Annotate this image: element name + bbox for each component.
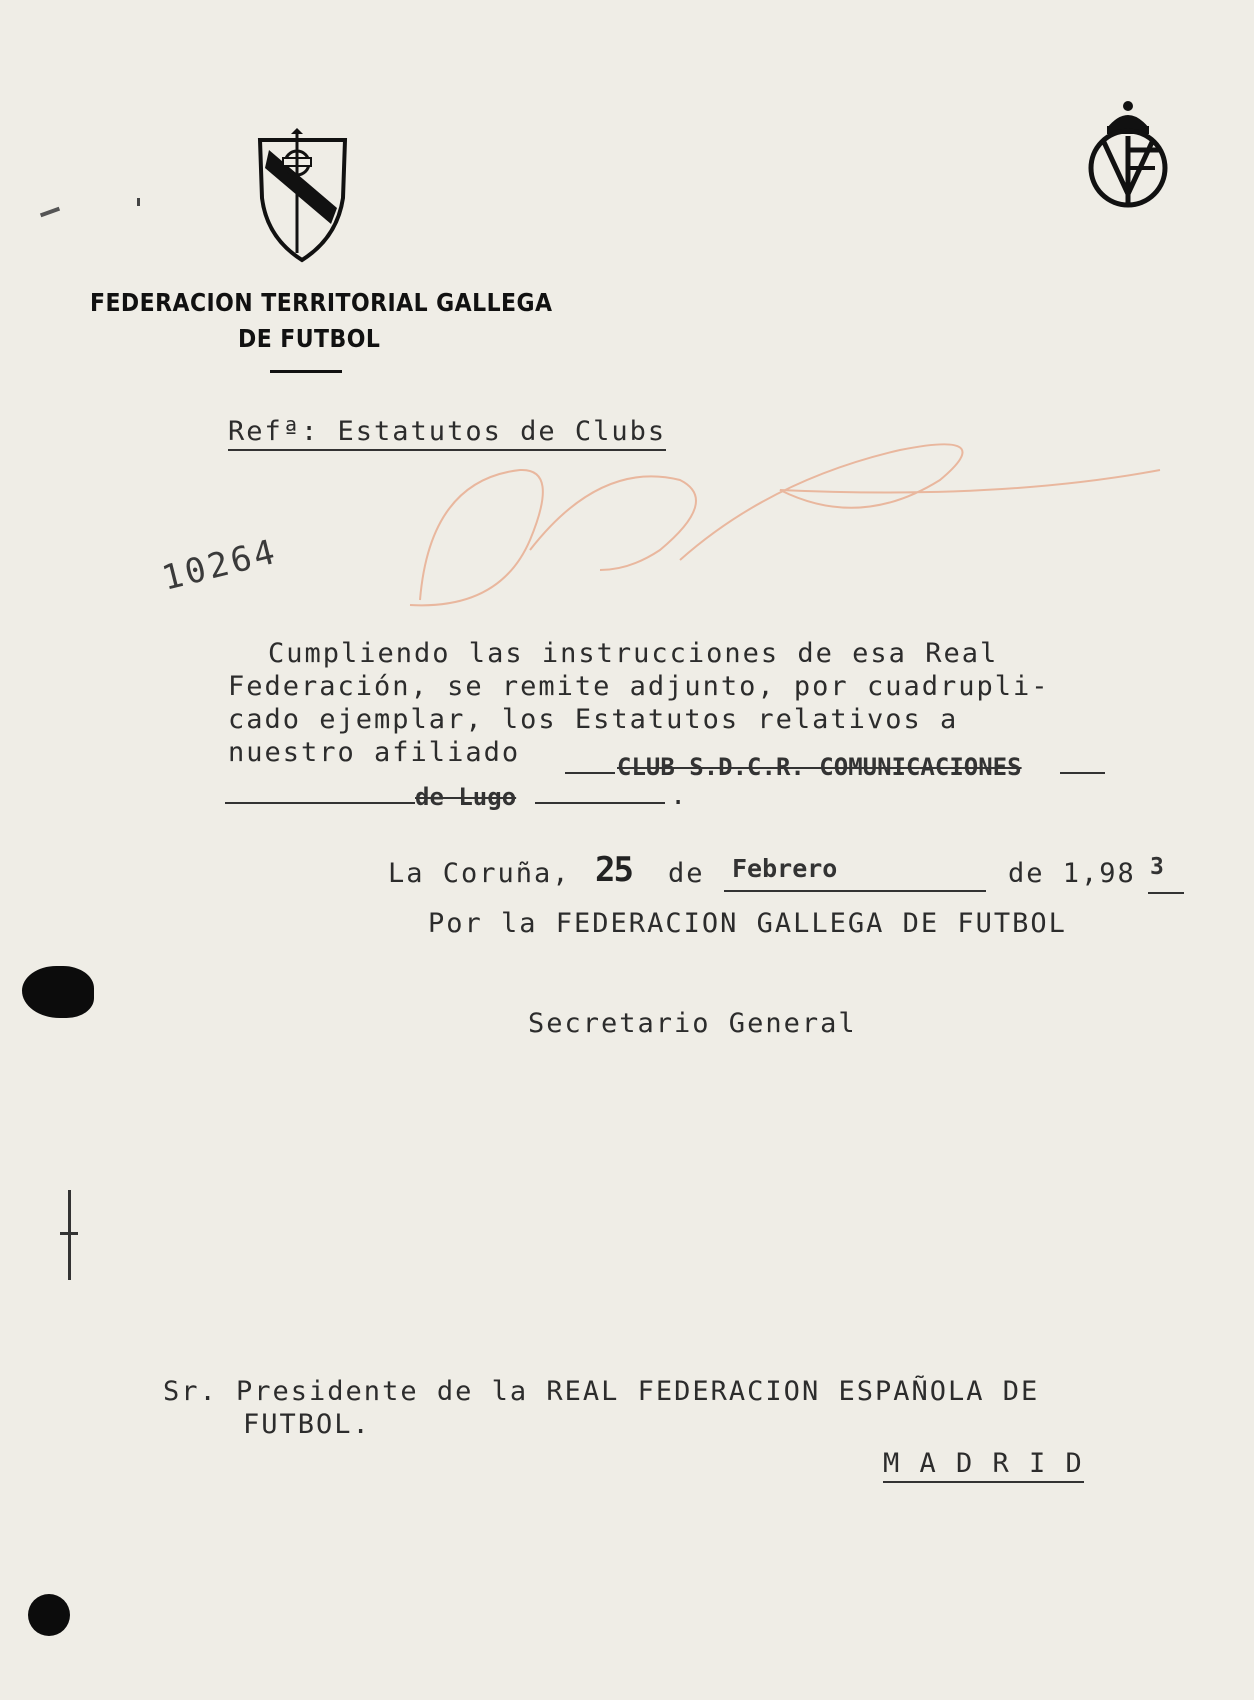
date-year-last-digit: 3 [1150,854,1164,880]
body-line-4-prefix: nuestro afiliado [228,737,521,768]
date-year-prefix: de 1,98 [1008,858,1136,889]
punch-hole [28,1594,70,1636]
addressee-line-1: Sr. Presidente de la REAL FEDERACION ESPAÑOLA DE [163,1376,1040,1407]
addressee-city: M A D R I D [883,1448,1084,1483]
pencil-scribble [300,420,1200,620]
body-line-3: cado ejemplar, los Estatutos relativos a [228,704,959,735]
letterhead-org-line2: DE FUTBOL [238,324,381,353]
letterhead-org-line1: FEDERACION TERRITORIAL GALLEGA [90,288,553,317]
body-end-punct: . [670,780,689,811]
date-month-underline [724,890,986,892]
club-name-leader-line [225,802,415,804]
club-name-leader-line [535,802,665,804]
margin-mark [40,207,60,218]
margin-mark [137,198,140,206]
club-name-part2: de Lugo [415,783,517,811]
registry-number: 10264 [158,531,282,599]
body-line-2: Federación, se remite adjunto, por cuadrupli- [228,671,1050,702]
date-day: 25 [595,850,632,890]
date-de: de [668,858,705,889]
galician-federation-shield-logo [255,128,350,268]
letterhead-divider [270,370,342,373]
margin-mark [68,1190,71,1280]
date-place: La Coruña, [388,858,571,889]
club-name-leader-line [565,772,615,774]
date-year-underline [1148,892,1184,894]
body-line-1: Cumpliendo las instrucciones de esa Real [268,638,999,669]
punch-hole [22,966,94,1018]
reference-line: Refª: Estatutos de Clubs [228,416,666,451]
club-name-part1: CLUB S.D.C.R. COMUNICACIONES [617,753,1022,781]
rfef-crown-emblem [1085,98,1171,212]
signature-title: Secretario General [528,1008,857,1039]
addressee-line-2: FUTBOL. [243,1409,371,1440]
club-name-leader-line [1060,772,1105,774]
signature-on-behalf: Por la FEDERACION GALLEGA DE FUTBOL [428,908,1067,939]
margin-mark [60,1232,78,1235]
date-month: Febrero [732,854,838,883]
